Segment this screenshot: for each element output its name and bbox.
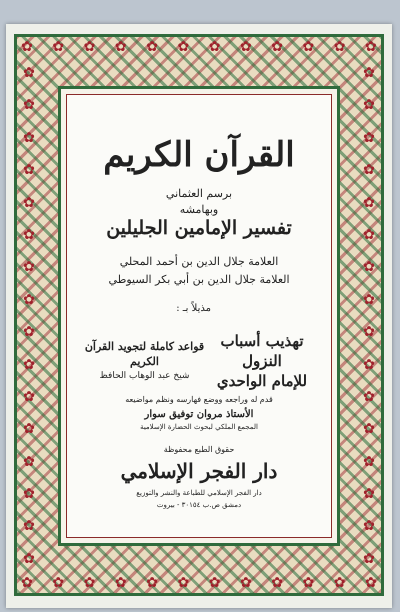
author-line-2: العلامة جلال الدين بن أبي بكر السيوطي: [108, 273, 290, 286]
rosette-icon: ✿: [363, 518, 375, 535]
book-title: القرآن الكريم: [103, 135, 295, 175]
editor-description: قدم له وراجعه ووضع فهارسه ونظم مواضيعه: [125, 395, 273, 404]
rosette-icon: ✿: [83, 39, 96, 55]
rosette-icon: ✿: [23, 518, 35, 535]
publisher-name: دار الفجر الإسلامي: [120, 459, 278, 483]
rosette-icon: ✿: [23, 421, 35, 438]
rosette-row-bottom: [20, 576, 378, 590]
rosette-icon: ✿: [239, 39, 252, 55]
appendix-book-left-title: قواعد كاملة لتجويد القرآن الكريم: [84, 340, 205, 368]
rosette-icon: ✿: [177, 575, 190, 591]
editor-name: الأستاذ مروان توفيق سوار: [144, 409, 254, 420]
rosette-icon: ✿: [363, 356, 375, 373]
rosette-icon: ✿: [363, 226, 375, 243]
rosette-icon: ✿: [23, 324, 35, 341]
rosette-icon: ✿: [363, 486, 375, 503]
tafsir-title: تفسير الإمامين الجليلين: [106, 217, 292, 239]
rosette-icon: ✿: [365, 39, 377, 55]
cover-page: [6, 24, 392, 608]
rosette-icon: ✿: [239, 575, 252, 591]
rosette-icon: ✿: [52, 575, 65, 591]
script-style-label: برسم العثماني: [165, 187, 233, 200]
rosette-icon: ✿: [23, 129, 35, 146]
rosette-icon: ✿: [146, 39, 158, 55]
rosette-icon: ✿: [52, 39, 65, 55]
appendix-book-left-author: شيخ عبد الوهاب الحافظ: [99, 371, 190, 381]
rosette-icon: ✿: [363, 97, 375, 114]
rosette-icon: ✿: [363, 194, 375, 211]
appendix-book-right-author: للإمام الواحدي: [216, 372, 308, 390]
publisher-address-line-1: دار الفجر الإسلامي للطباعة والنشر والتوزيع: [136, 489, 262, 497]
rosette-icon: ✿: [21, 39, 33, 55]
rosette-icon: ✿: [363, 259, 375, 276]
rosette-icon: ✿: [83, 575, 96, 591]
rosette-icon: ✿: [302, 575, 315, 591]
rosette-icon: ✿: [208, 39, 221, 55]
rosette-icon: ✿: [302, 39, 315, 55]
rosette-icon: ✿: [365, 575, 377, 591]
rosette-icon: ✿: [23, 97, 35, 114]
appendix-book-right-title: تهذيب أسباب النزول: [220, 332, 304, 370]
margin-label: وبهامشه: [179, 203, 219, 216]
rosette-icon: ✿: [363, 129, 375, 146]
rosette-icon: ✿: [363, 388, 375, 405]
rosette-icon: ✿: [363, 162, 375, 179]
rosette-icon: ✿: [21, 575, 33, 591]
editor-affiliation: المجمع الملكي لبحوث الحضارة الإسلامية: [140, 423, 258, 431]
rosette-icon: ✿: [208, 575, 221, 591]
appendix-book-left: [77, 339, 212, 384]
appendix-label: مذيلاً بـ :: [176, 303, 211, 314]
rosette-icon: ✿: [363, 421, 375, 438]
rosette-icon: ✿: [114, 575, 127, 591]
rosette-icon: ✿: [23, 388, 35, 405]
title-panel: [66, 94, 332, 538]
rosette-icon: ✿: [177, 39, 190, 55]
rosette-icon: ✿: [23, 162, 35, 179]
rosette-icon: ✿: [23, 226, 35, 243]
rosette-icon: ✿: [114, 39, 127, 55]
rosette-icon: ✿: [23, 486, 35, 503]
rosette-icon: ✿: [271, 575, 283, 591]
author-line-1: العلامة جلال الدين بن أحمد المحلي: [119, 255, 279, 268]
rosette-icon: ✿: [333, 575, 346, 591]
rosette-icon: ✿: [23, 259, 35, 276]
rosette-icon: ✿: [363, 550, 375, 567]
rosette-icon: ✿: [23, 194, 35, 211]
rosette-icon: ✿: [363, 291, 375, 308]
rosette-icon: ✿: [363, 453, 375, 470]
rosette-icon: ✿: [23, 291, 35, 308]
rosette-icon: ✿: [23, 550, 35, 567]
appendix-book-right: [207, 331, 317, 391]
rosette-row-top: [20, 40, 378, 54]
rosette-icon: ✿: [271, 39, 283, 55]
rosette-icon: ✿: [146, 575, 158, 591]
rosette-column-right: [362, 66, 376, 566]
rosette-icon: ✿: [363, 324, 375, 341]
rosette-icon: ✿: [23, 356, 35, 373]
rights-notice: حقوق الطبع محفوظة: [163, 445, 235, 454]
rosette-column-left: [22, 66, 36, 566]
rosette-icon: ✿: [363, 65, 375, 81]
rosette-icon: ✿: [23, 453, 35, 470]
rosette-icon: ✿: [23, 65, 35, 81]
rosette-icon: ✿: [333, 39, 346, 55]
publisher-address-line-2: دمشق ص.ب ٣٠١٥٤ - بيروت: [156, 501, 242, 509]
